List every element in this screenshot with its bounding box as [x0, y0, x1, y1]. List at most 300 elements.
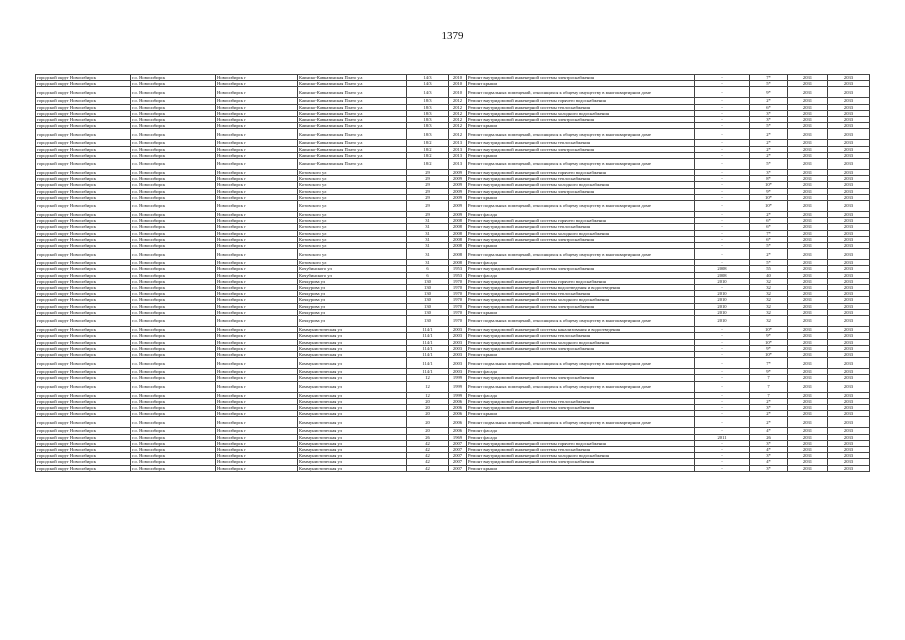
period-end-cell: 2033	[828, 87, 870, 98]
district-cell: г.о. Новосибирск	[131, 75, 216, 81]
city-cell: Новосибирск г	[216, 81, 298, 87]
house-cell: 20	[407, 411, 449, 417]
table-row	[36, 358, 870, 369]
city-cell: Новосибирск г	[216, 392, 298, 398]
year-built-cell: 2008	[449, 230, 467, 236]
street-cell: Кочубинского ул	[298, 266, 407, 272]
city-cell: Новосибирск г	[216, 159, 298, 170]
house-cell: 42	[407, 446, 449, 452]
year-built-cell: 2013	[449, 159, 467, 170]
district-cell: г.о. Новосибирск	[131, 249, 216, 260]
municipality-cell: городской округ Новосибирск	[36, 345, 131, 351]
last-repair-cell: -	[695, 218, 750, 224]
street-cell: Каинско-Кавказинская Плато у.а	[298, 98, 407, 104]
last-repair-cell: -	[695, 188, 750, 194]
period-start-cell: 2031	[788, 285, 828, 291]
period-end-cell: 2033	[828, 123, 870, 129]
city-cell: Новосибирск г	[216, 381, 298, 392]
street-cell: Каинско-Кавказинская Плато у.а	[298, 87, 407, 98]
municipality-cell: городской округ Новосибирск	[36, 285, 131, 291]
period-start-cell: 2031	[788, 110, 828, 116]
street-cell: Коммунистическая ул	[298, 358, 407, 369]
wear-cell: 2*	[750, 129, 788, 140]
house-cell: 114/1	[407, 358, 449, 369]
house-cell: 130	[407, 291, 449, 297]
city-cell: Новосибирск г	[216, 201, 298, 212]
city-cell: Новосибирск г	[216, 303, 298, 309]
wear-cell: 3*	[750, 453, 788, 459]
period-end-cell: 2033	[828, 140, 870, 146]
house-cell: 18/2	[407, 159, 449, 170]
year-built-cell: 1999	[449, 375, 467, 381]
period-start-cell: 2031	[788, 188, 828, 194]
last-repair-cell: -	[695, 212, 750, 218]
city-cell: Новосибирск г	[216, 230, 298, 236]
district-cell: г.о. Новосибирск	[131, 236, 216, 242]
work-type-cell: Ремонт внутридомовой инженерной системы холодного водоснабжения	[467, 339, 695, 345]
district-cell: г.о. Новосибирск	[131, 266, 216, 272]
last-repair-cell: -	[695, 428, 750, 434]
city-cell: Новосибирск г	[216, 140, 298, 146]
house-cell: 31	[407, 243, 449, 249]
district-cell: г.о. Новосибирск	[131, 182, 216, 188]
municipality-cell: городской округ Новосибирск	[36, 465, 131, 471]
work-type-cell: Ремонт фасада	[467, 272, 695, 278]
city-cell: Новосибирск г	[216, 339, 298, 345]
work-type-cell: Ремонт внутридомовой инженерной системы горячего водоснабжения	[467, 278, 695, 284]
house-cell: 42	[407, 440, 449, 446]
municipality-cell: городской округ Новосибирск	[36, 201, 131, 212]
house-cell: 29	[407, 194, 449, 200]
street-cell: Коммунистическая ул	[298, 417, 407, 428]
period-end-cell: 2033	[828, 440, 870, 446]
municipality-cell: городской округ Новосибирск	[36, 316, 131, 327]
period-start-cell: 2031	[788, 159, 828, 170]
house-cell: 29	[407, 176, 449, 182]
period-end-cell: 2033	[828, 81, 870, 87]
work-type-cell: Ремонт фасада	[467, 434, 695, 440]
district-cell: г.о. Новосибирск	[131, 309, 216, 315]
wear-cell: 32	[750, 291, 788, 297]
period-start-cell: 2031	[788, 170, 828, 176]
period-end-cell: 2033	[828, 129, 870, 140]
period-start-cell: 2031	[788, 249, 828, 260]
period-start-cell: 2031	[788, 81, 828, 87]
municipality-cell: городской округ Новосибирск	[36, 369, 131, 375]
year-built-cell: 2008	[449, 218, 467, 224]
year-built-cell: 2003	[449, 351, 467, 357]
period-start-cell: 2031	[788, 411, 828, 417]
work-type-cell: Ремонт внутридомовой инженерной системы холодного водоснабжения	[467, 110, 695, 116]
house-cell: 31	[407, 236, 449, 242]
wear-cell: 10*	[750, 201, 788, 212]
period-start-cell: 2031	[788, 297, 828, 303]
city-cell: Новосибирск г	[216, 309, 298, 315]
street-cell: Каинско-Кавказинская Плато у.а	[298, 75, 407, 81]
city-cell: Новосибирск г	[216, 249, 298, 260]
municipality-cell: городской округ Новосибирск	[36, 182, 131, 188]
work-type-cell: Ремонт внутридомовой инженерной системы холодного водоснабжения	[467, 453, 695, 459]
year-built-cell: 2008	[449, 224, 467, 230]
city-cell: Новосибирск г	[216, 297, 298, 303]
house-cell: 114/1	[407, 327, 449, 333]
work-type-cell: Ремонт крыши	[467, 152, 695, 158]
period-start-cell: 2031	[788, 428, 828, 434]
period-end-cell: 2033	[828, 369, 870, 375]
last-repair-cell: -	[695, 285, 750, 291]
last-repair-cell: -	[695, 440, 750, 446]
last-repair-cell: -	[695, 453, 750, 459]
house-cell: 18/2	[407, 140, 449, 146]
work-type-cell: Ремонт подвальных помещений, относящихся к общему имуществу в многоквартирном доме	[467, 87, 695, 98]
district-cell: г.о. Новосибирск	[131, 272, 216, 278]
period-start-cell: 2031	[788, 123, 828, 129]
city-cell: Новосибирск г	[216, 176, 298, 182]
house-cell: 18/2	[407, 152, 449, 158]
wear-cell: 3*	[750, 465, 788, 471]
house-cell: 29	[407, 188, 449, 194]
period-end-cell: 2033	[828, 117, 870, 123]
period-end-cell: 2033	[828, 224, 870, 230]
district-cell: г.о. Новосибирск	[131, 260, 216, 266]
period-end-cell: 2033	[828, 182, 870, 188]
work-type-cell: Ремонт подвальных помещений, относящихся к общему имуществу в многоквартирном доме	[467, 381, 695, 392]
city-cell: Новосибирск г	[216, 345, 298, 351]
street-cell: Коммунистическая ул	[298, 411, 407, 417]
period-start-cell: 2031	[788, 260, 828, 266]
street-cell: Коммунистическая ул	[298, 440, 407, 446]
wear-cell: 7*	[750, 75, 788, 81]
year-built-cell: 2006	[449, 428, 467, 434]
last-repair-cell: -	[695, 75, 750, 81]
period-start-cell: 2031	[788, 381, 828, 392]
municipality-cell: городской округ Новосибирск	[36, 176, 131, 182]
period-end-cell: 2033	[828, 266, 870, 272]
work-type-cell: Ремонт крыши	[467, 123, 695, 129]
work-type-cell: Ремонт внутридомовой инженерной системы горячего водоснабжения	[467, 170, 695, 176]
period-start-cell: 2031	[788, 417, 828, 428]
wear-cell: 55	[750, 266, 788, 272]
house-cell: 31	[407, 249, 449, 260]
district-cell: г.о. Новосибирск	[131, 104, 216, 110]
district-cell: г.о. Новосибирск	[131, 453, 216, 459]
wear-cell: 10*	[750, 339, 788, 345]
district-cell: г.о. Новосибирск	[131, 278, 216, 284]
district-cell: г.о. Новосибирск	[131, 333, 216, 339]
street-cell: Коммунистическая ул	[298, 428, 407, 434]
period-end-cell: 2033	[828, 465, 870, 471]
house-cell: 130	[407, 297, 449, 303]
street-cell: Кочкурова ул	[298, 291, 407, 297]
municipality-cell: городской округ Новосибирск	[36, 75, 131, 81]
street-cell: Котовского ул	[298, 201, 407, 212]
street-cell: Каинско-Кавказинская Плато у.а	[298, 140, 407, 146]
period-start-cell: 2031	[788, 212, 828, 218]
period-start-cell: 2031	[788, 266, 828, 272]
city-cell: Новосибирск г	[216, 398, 298, 404]
wear-cell: 7*	[750, 230, 788, 236]
district-cell: г.о. Новосибирск	[131, 123, 216, 129]
house-cell: 130	[407, 316, 449, 327]
work-type-cell: Ремонт подвальных помещений, относящихся к общему имуществу в многоквартирном доме	[467, 159, 695, 170]
last-repair-cell: -	[695, 236, 750, 242]
period-end-cell: 2033	[828, 327, 870, 333]
municipality-cell: городской округ Новосибирск	[36, 411, 131, 417]
work-type-cell: Ремонт подвальных помещений, относящихся к общему имуществу в многоквартирном доме	[467, 358, 695, 369]
district-cell: г.о. Новосибирск	[131, 465, 216, 471]
last-repair-cell: -	[695, 392, 750, 398]
year-built-cell: 2006	[449, 411, 467, 417]
city-cell: Новосибирск г	[216, 333, 298, 339]
work-type-cell: Ремонт внутридомовой инженерной системы теплоснабжения	[467, 291, 695, 297]
street-cell: Кочкурова ул	[298, 303, 407, 309]
year-built-cell: 2012	[449, 98, 467, 104]
work-type-cell: Ремонт внутридомовой инженерной системы холодного водоснабжения	[467, 182, 695, 188]
city-cell: Новосибирск г	[216, 87, 298, 98]
last-repair-cell: -	[695, 260, 750, 266]
year-built-cell: 2003	[449, 345, 467, 351]
city-cell: Новосибирск г	[216, 291, 298, 297]
last-repair-cell: 2010	[695, 309, 750, 315]
last-repair-cell: -	[695, 159, 750, 170]
street-cell: Кочкурова ул	[298, 278, 407, 284]
period-start-cell: 2031	[788, 224, 828, 230]
last-repair-cell: -	[695, 110, 750, 116]
street-cell: Каинско-Кавказинская Плато у.а	[298, 159, 407, 170]
period-end-cell: 2033	[828, 285, 870, 291]
last-repair-cell: -	[695, 224, 750, 230]
district-cell: г.о. Новосибирск	[131, 417, 216, 428]
municipality-cell: городской округ Новосибирск	[36, 459, 131, 465]
period-end-cell: 2033	[828, 152, 870, 158]
district-cell: г.о. Новосибирск	[131, 428, 216, 434]
year-built-cell: 2012	[449, 110, 467, 116]
wear-cell: 5*	[750, 243, 788, 249]
district-cell: г.о. Новосибирск	[131, 243, 216, 249]
street-cell: Коммунистическая ул	[298, 375, 407, 381]
period-end-cell: 2033	[828, 303, 870, 309]
last-repair-cell: 2010	[695, 291, 750, 297]
period-end-cell: 2033	[828, 351, 870, 357]
municipality-cell: городской округ Новосибирск	[36, 140, 131, 146]
work-type-cell: Ремонт внутридомовой инженерной системы горячего водоснабжения	[467, 440, 695, 446]
period-end-cell: 2033	[828, 316, 870, 327]
street-cell: Коммунистическая ул	[298, 345, 407, 351]
year-built-cell: 2012	[449, 129, 467, 140]
municipality-cell: городской округ Новосибирск	[36, 381, 131, 392]
year-built-cell: 2009	[449, 194, 467, 200]
house-cell: 42	[407, 453, 449, 459]
last-repair-cell: -	[695, 123, 750, 129]
municipality-cell: городской округ Новосибирск	[36, 152, 131, 158]
street-cell: Каинско-Кавказинская Плато у.а	[298, 152, 407, 158]
wear-cell: 40	[750, 272, 788, 278]
year-built-cell: 2007	[449, 459, 467, 465]
work-type-cell: Ремонт внутридомовой инженерной системы электроснабжения	[467, 303, 695, 309]
period-end-cell: 2033	[828, 446, 870, 452]
city-cell: Новосибирск г	[216, 404, 298, 410]
last-repair-cell: -	[695, 339, 750, 345]
district-cell: г.о. Новосибирск	[131, 375, 216, 381]
table-row	[36, 417, 870, 428]
period-end-cell: 2033	[828, 398, 870, 404]
city-cell: Новосибирск г	[216, 224, 298, 230]
period-end-cell: 2033	[828, 291, 870, 297]
street-cell: Каинско-Кавказинская Плато у.а	[298, 81, 407, 87]
street-cell: Каинско-Кавказинская Плато у.а	[298, 110, 407, 116]
district-cell: г.о. Новосибирск	[131, 110, 216, 116]
wear-cell: 6*	[750, 236, 788, 242]
house-cell: 114/1	[407, 351, 449, 357]
city-cell: Новосибирск г	[216, 236, 298, 242]
period-end-cell: 2033	[828, 243, 870, 249]
period-end-cell: 2033	[828, 333, 870, 339]
municipality-cell: городской округ Новосибирск	[36, 404, 131, 410]
period-start-cell: 2031	[788, 243, 828, 249]
district-cell: г.о. Новосибирск	[131, 339, 216, 345]
period-end-cell: 2033	[828, 201, 870, 212]
work-type-cell: Ремонт подвальных помещений, относящихся к общему имуществу в многоквартирном доме	[467, 417, 695, 428]
house-cell: 6	[407, 272, 449, 278]
house-cell: 31	[407, 230, 449, 236]
street-cell: Котовского ул	[298, 230, 407, 236]
municipality-cell: городской округ Новосибирск	[36, 358, 131, 369]
last-repair-cell: -	[695, 146, 750, 152]
period-start-cell: 2031	[788, 358, 828, 369]
street-cell: Котовского ул	[298, 188, 407, 194]
last-repair-cell: -	[695, 98, 750, 104]
street-cell: Коммунистическая ул	[298, 404, 407, 410]
work-type-cell: Ремонт крыши	[467, 81, 695, 87]
house-cell: 18/3	[407, 123, 449, 129]
municipality-cell: городской округ Новосибирск	[36, 272, 131, 278]
house-cell: 31	[407, 224, 449, 230]
municipality-cell: городской округ Новосибирск	[36, 81, 131, 87]
municipality-cell: городской округ Новосибирск	[36, 224, 131, 230]
municipality-cell: городской округ Новосибирск	[36, 375, 131, 381]
house-cell: 42	[407, 459, 449, 465]
last-repair-cell: 2008	[695, 272, 750, 278]
wear-cell: 5*	[750, 159, 788, 170]
city-cell: Новосибирск г	[216, 440, 298, 446]
municipality-cell: городской округ Новосибирск	[36, 159, 131, 170]
last-repair-cell: -	[695, 201, 750, 212]
street-cell: Котовского ул	[298, 236, 407, 242]
year-built-cell: 1970	[449, 297, 467, 303]
municipality-cell: городской округ Новосибирск	[36, 392, 131, 398]
last-repair-cell: -	[695, 129, 750, 140]
city-cell: Новосибирск г	[216, 285, 298, 291]
year-built-cell: 2003	[449, 369, 467, 375]
municipality-cell: городской округ Новосибирск	[36, 123, 131, 129]
street-cell: Коммунистическая ул	[298, 351, 407, 357]
period-end-cell: 2033	[828, 188, 870, 194]
period-end-cell: 2033	[828, 428, 870, 434]
street-cell: Коммунистическая ул	[298, 339, 407, 345]
period-end-cell: 2033	[828, 339, 870, 345]
city-cell: Новосибирск г	[216, 152, 298, 158]
period-start-cell: 2031	[788, 345, 828, 351]
municipality-cell: городской округ Новосибирск	[36, 339, 131, 345]
period-end-cell: 2033	[828, 375, 870, 381]
street-cell: Котовского ул	[298, 243, 407, 249]
house-cell: 20	[407, 417, 449, 428]
work-type-cell: Ремонт подвальных помещений, относящихся к общему имуществу в многоквартирном доме	[467, 201, 695, 212]
work-type-cell: Ремонт крыши	[467, 465, 695, 471]
work-type-cell: Ремонт внутридомовой инженерной системы теплоснабжения	[467, 176, 695, 182]
period-start-cell: 2031	[788, 278, 828, 284]
period-start-cell: 2031	[788, 404, 828, 410]
work-type-cell: Ремонт фасада	[467, 212, 695, 218]
house-cell: 130	[407, 303, 449, 309]
street-cell: Котовского ул	[298, 218, 407, 224]
wear-cell: 9*	[750, 333, 788, 339]
wear-cell: 5*	[750, 260, 788, 266]
last-repair-cell: -	[695, 194, 750, 200]
last-repair-cell: -	[695, 182, 750, 188]
last-repair-cell: -	[695, 230, 750, 236]
house-cell: 114/1	[407, 369, 449, 375]
street-cell: Коммунистическая ул	[298, 381, 407, 392]
municipality-cell: городской округ Новосибирск	[36, 297, 131, 303]
city-cell: Новосибирск г	[216, 75, 298, 81]
district-cell: г.о. Новосибирск	[131, 398, 216, 404]
last-repair-cell: -	[695, 417, 750, 428]
city-cell: Новосибирск г	[216, 170, 298, 176]
year-built-cell: 2009	[449, 182, 467, 188]
period-end-cell: 2033	[828, 110, 870, 116]
table-body	[36, 75, 870, 472]
street-cell: Котовского ул	[298, 212, 407, 218]
year-built-cell: 1953	[449, 272, 467, 278]
last-repair-cell: 2010	[695, 303, 750, 309]
work-type-cell: Ремонт внутридомовой инженерной системы теплоснабжения	[467, 224, 695, 230]
house-cell: 18/3	[407, 117, 449, 123]
municipality-cell: городской округ Новосибирск	[36, 218, 131, 224]
municipality-cell: городской округ Новосибирск	[36, 110, 131, 116]
district-cell: г.о. Новосибирск	[131, 152, 216, 158]
year-built-cell: 1999	[449, 392, 467, 398]
district-cell: г.о. Новосибирск	[131, 230, 216, 236]
district-cell: г.о. Новосибирск	[131, 224, 216, 230]
city-cell: Новосибирск г	[216, 117, 298, 123]
municipality-cell: городской округ Новосибирск	[36, 453, 131, 459]
wear-cell: 32	[750, 285, 788, 291]
period-end-cell: 2033	[828, 434, 870, 440]
street-cell: Кочкурова ул	[298, 316, 407, 327]
last-repair-cell: -	[695, 152, 750, 158]
work-type-cell: Ремонт внутридомовой инженерной системы теплоснабжения	[467, 333, 695, 339]
last-repair-cell: 2010	[695, 278, 750, 284]
last-repair-cell: -	[695, 81, 750, 87]
work-type-cell: Ремонт внутридомовой инженерной системы канализования и водоотведения	[467, 327, 695, 333]
period-start-cell: 2031	[788, 152, 828, 158]
wear-cell: 2*	[750, 249, 788, 260]
work-type-cell: Ремонт внутридомовой инженерной системы горячего водоснабжения	[467, 98, 695, 104]
period-end-cell: 2033	[828, 345, 870, 351]
work-type-cell: Ремонт внутридомовой инженерной системы электроснабжения	[467, 345, 695, 351]
district-cell: г.о. Новосибирск	[131, 434, 216, 440]
district-cell: г.о. Новосибирск	[131, 129, 216, 140]
municipality-cell: городской округ Новосибирск	[36, 398, 131, 404]
period-start-cell: 2031	[788, 369, 828, 375]
last-repair-cell: -	[695, 375, 750, 381]
year-built-cell: 2010	[449, 81, 467, 87]
table-row	[36, 129, 870, 140]
table-row	[36, 465, 870, 471]
wear-cell: 3*	[750, 440, 788, 446]
house-cell: 31	[407, 260, 449, 266]
